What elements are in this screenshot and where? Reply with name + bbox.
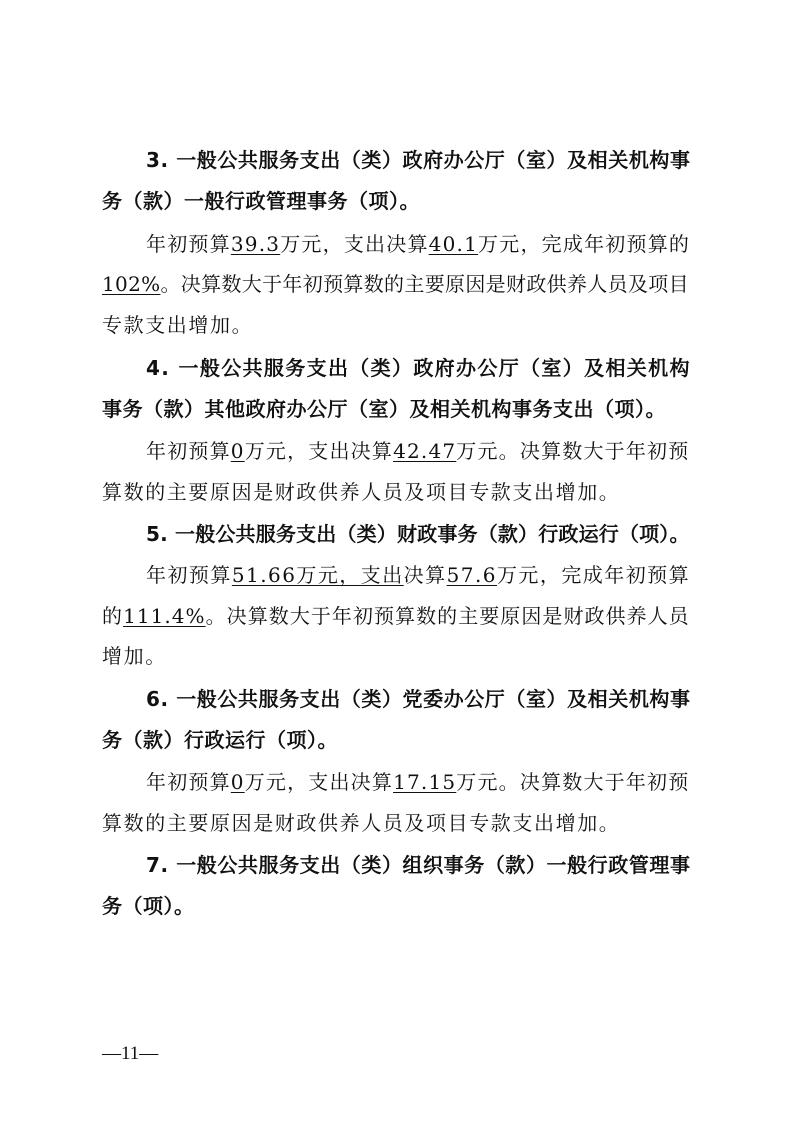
paragraph-text: 年初预算 <box>146 770 231 794</box>
paragraph-text: 万元，完成年初预算的 <box>478 232 691 256</box>
underlined-figure: 57.6 <box>446 563 497 587</box>
paragraph-text: 万元，支出决算 <box>244 439 394 463</box>
section-heading-line: 务（款）行政运行（项）。 <box>102 728 338 752</box>
paragraph-line <box>146 769 689 795</box>
paragraph-text: 万元，完成年初预算 <box>496 563 691 587</box>
underlined-figure: 17.15 <box>393 770 457 794</box>
underlined-figure: 0 <box>230 770 245 794</box>
paragraph-line <box>102 643 167 669</box>
section-heading-line: 3. 一般公共服务支出（类）政府办公厅（室）及相关机构事 <box>146 148 691 172</box>
underlined-figure: 42.47 <box>393 439 457 463</box>
paragraph-line <box>102 810 620 836</box>
paragraph-text: 。决算数大于年初预算数的主要原因是财政供养人员及项目 <box>160 272 689 296</box>
paragraph-text: 万元。决算数大于年初预 <box>456 439 690 463</box>
paragraph-line <box>102 271 689 297</box>
section-heading-line: 务（项）。 <box>102 894 195 918</box>
paragraph-text: 。决算数大于年初预算数的主要原因是财政供养人员 <box>205 604 690 628</box>
page-number: —11— <box>102 1043 159 1064</box>
paragraph-text: 万元。决算数大于年初预 <box>456 770 690 794</box>
paragraph-line <box>102 312 253 338</box>
section-heading-line: 6. 一般公共服务支出（类）党委办公厅（室）及相关机构事 <box>146 687 691 711</box>
paragraph-text: 算数的主要原因是财政供养人员及项目专款支出增加。 <box>102 480 621 504</box>
paragraph-line <box>102 479 620 505</box>
section-heading-line: 事务（款）其他政府办公厅（室）及相关机构事务支出（项）。 <box>102 397 666 421</box>
paragraph-text: 年初预算 <box>146 563 232 587</box>
section-heading-line: 7. 一般公共服务支出（类）组织事务（款）一般行政管理事 <box>146 853 691 877</box>
paragraph-line <box>146 562 690 588</box>
underlined-figure: 0 <box>230 439 245 463</box>
paragraph-text: 万元，支出决算 <box>280 232 429 256</box>
underlined-figure: 102% <box>102 272 161 296</box>
paragraph-text: 增加。 <box>102 644 167 668</box>
section-heading-line: 4. 一般公共服务支出（类）政府办公厅（室）及相关机构 <box>146 356 691 380</box>
underlined-figure: 51.66万元，支出 <box>231 563 404 587</box>
underlined-figure: 111.4% <box>123 604 206 628</box>
paragraph-text: 决算 <box>403 563 447 587</box>
paragraph-line <box>146 438 689 464</box>
paragraph-text: 年初预算 <box>146 232 231 256</box>
underlined-figure: 39.3 <box>230 232 281 256</box>
paragraph-text: 算数的主要原因是财政供养人员及项目专款支出增加。 <box>102 811 621 835</box>
paragraph-text: 年初预算 <box>146 439 231 463</box>
section-heading-line: 5. 一般公共服务支出（类）财政事务（款）行政运行（项）。 <box>146 522 690 546</box>
paragraph-line <box>102 603 690 629</box>
paragraph-text: 的 <box>102 604 124 628</box>
paragraph-line <box>146 231 690 257</box>
paragraph-text: 万元，支出决算 <box>244 770 394 794</box>
underlined-figure: 40.1 <box>428 232 479 256</box>
section-heading-line: 务（款）一般行政管理事务（项）。 <box>102 189 420 213</box>
paragraph-text: 专款支出增加。 <box>102 313 254 337</box>
